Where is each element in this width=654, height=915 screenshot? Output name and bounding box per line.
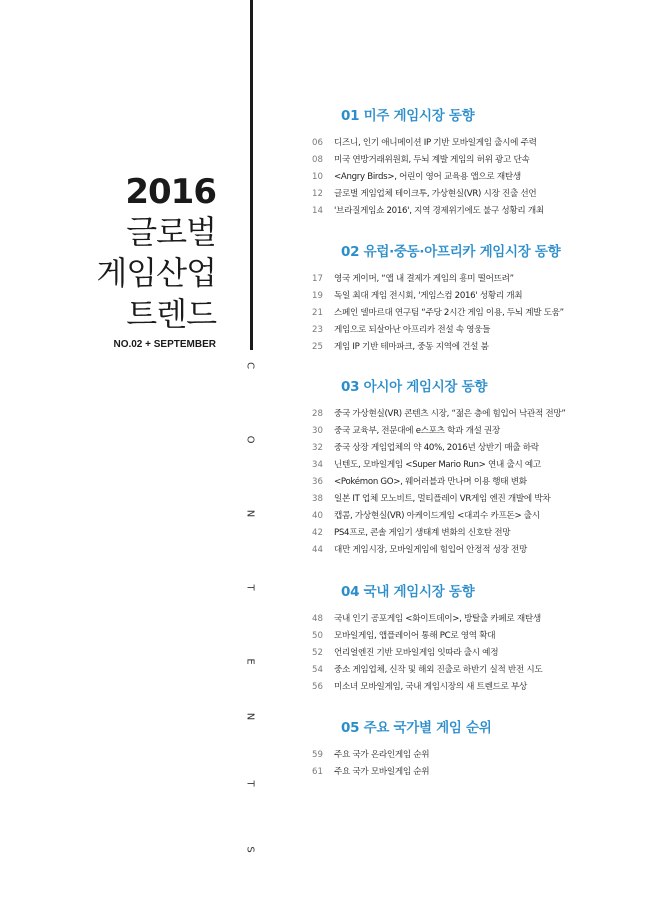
entry-title: 닌텐도, 모바일게임 <Super Mario Run> 연내 출시 예고 (334, 460, 541, 470)
toc-entry[interactable] (312, 423, 500, 440)
toc-entry[interactable] (312, 186, 536, 203)
page-number: 32 (312, 443, 323, 453)
page-number: 36 (312, 477, 323, 487)
entry-title: 게임 IP 기반 테마파크, 중동 지역에 건설 붐 (334, 342, 489, 352)
entry-title: 모바일게임, 앱플레이어 통해 PC로 영역 확대 (334, 631, 496, 641)
section-heading[interactable]: 05 주요 국가별 게임 순위 (341, 720, 492, 736)
entry-title: 중국 교육부, 전문대에 e스포츠 학과 개설 권장 (334, 426, 501, 436)
contents-letter: T (244, 780, 256, 787)
toc-entry[interactable] (312, 322, 490, 339)
page-number: 25 (312, 342, 323, 352)
entry-title: 주요 국가 온라인게임 순위 (334, 750, 430, 760)
page-number: 08 (312, 155, 323, 165)
page-number: 61 (312, 767, 323, 777)
contents-letter: E (244, 658, 256, 665)
cover-title (96, 172, 216, 335)
entry-title: 중국 상장 게임업체의 약 40%, 2016년 상반기 매출 하락 (334, 443, 539, 453)
toc-entry[interactable] (312, 645, 498, 662)
toc-entry[interactable] (312, 764, 429, 781)
page-number: 54 (312, 665, 323, 675)
toc-entry[interactable] (312, 406, 566, 423)
page-number: 56 (312, 682, 323, 692)
contents-letter: C (244, 362, 256, 369)
toc-entry[interactable] (312, 747, 429, 764)
toc-entry[interactable] (312, 508, 540, 525)
toc-entry[interactable] (312, 491, 550, 508)
page-number: 30 (312, 426, 323, 436)
toc-entry[interactable] (312, 152, 530, 169)
page-number: 34 (312, 460, 323, 470)
entry-title: 언리얼엔진 기반 모바일게임 잇따라 출시 예정 (334, 648, 499, 658)
toc-entry[interactable] (312, 169, 521, 186)
entry-title: 스페인 델마르대 연구팀 “주당 2시간 게임 이용, 두뇌 계발 도움” (334, 308, 564, 318)
entry-title: 독일 최대 게임 전시회, '게임스컴 2016' 성황리 개최 (334, 291, 523, 301)
toc-entry[interactable] (312, 135, 537, 152)
divider-line (250, 0, 253, 350)
section-heading[interactable]: 04 국내 게임시장 동향 (341, 584, 475, 600)
cover-title-line-1: 글로벌 (126, 213, 216, 251)
page-number: 12 (312, 189, 323, 199)
section-heading[interactable]: 03 아시아 게임시장 동향 (341, 379, 488, 395)
cover-year: 2016 (125, 172, 216, 212)
issue-label: NO.02 + SEPTEMBER (113, 339, 216, 350)
toc-entry[interactable] (312, 679, 527, 696)
entry-title: 미국 연방거래위원회, 두뇌 계발 게임의 허위 광고 단속 (334, 155, 530, 165)
toc-entry[interactable] (312, 271, 514, 288)
entry-title: 중국 가상현실(VR) 콘텐츠 시장, “젊은 층에 힘입어 낙관적 전망” (334, 409, 566, 419)
contents-letter: O (244, 435, 256, 444)
entry-title: 중소 게임업체, 신작 및 해외 진출로 하반기 실적 반전 시도 (334, 665, 543, 675)
entry-title: 주요 국가 모바일게임 순위 (334, 767, 430, 777)
contents-letter: T (244, 584, 256, 591)
toc-entry[interactable] (312, 203, 544, 220)
entry-title: 캡콤, 가상현실(VR) 아케이드게임 <대괴수 카프돈> 출시 (334, 511, 540, 521)
page-number: 06 (312, 138, 323, 148)
entry-title: 대만 게임시장, 모바일게임에 힘입어 안정적 성장 전망 (334, 545, 528, 555)
entry-title: <Pokémon GO>, 웨어러블과 만나며 이용 행태 변화 (334, 477, 527, 487)
page-number: 50 (312, 631, 323, 641)
entry-title: 영국 게이머, “앱 내 결제가 게임의 흥미 떨어뜨려” (334, 274, 514, 284)
page-number: 19 (312, 291, 323, 301)
page-number: 21 (312, 308, 323, 318)
toc-entry[interactable] (312, 288, 522, 305)
cover-title-line-3: 트렌드 (126, 295, 216, 333)
page-number: 42 (312, 528, 323, 538)
page-number: 10 (312, 172, 323, 182)
toc-entry[interactable] (312, 525, 510, 542)
toc-entry[interactable] (312, 662, 542, 679)
page-number: 28 (312, 409, 323, 419)
toc-entry[interactable] (312, 339, 489, 356)
toc-entry[interactable] (312, 457, 541, 474)
contents-vertical-label (238, 350, 262, 880)
page-number: 14 (312, 206, 323, 216)
page-number: 40 (312, 511, 323, 521)
toc-entry[interactable] (312, 542, 527, 559)
page-number: 38 (312, 494, 323, 504)
page-number: 17 (312, 274, 323, 284)
section-heading[interactable]: 01 미주 게임시장 동향 (341, 108, 475, 124)
entry-title: <Angry Birds>, 어린이 영어 교육용 앱으로 재탄생 (334, 172, 521, 182)
toc-entry[interactable] (312, 474, 527, 491)
toc-entry[interactable] (312, 611, 541, 628)
page-number: 59 (312, 750, 323, 760)
entry-title: '브라질게임쇼 2016', 지역 경제위기에도 불구 성황리 개최 (334, 206, 544, 216)
toc-entry[interactable] (312, 305, 564, 322)
toc-entry[interactable] (312, 628, 495, 645)
contents-letter: N (244, 712, 256, 721)
toc-entry[interactable] (312, 440, 539, 457)
page-number: 48 (312, 614, 323, 624)
page-number: 52 (312, 648, 323, 658)
entry-title: 글로벌 게임업체 테이크투, 가상현실(VR) 시장 진출 선언 (334, 189, 537, 199)
entry-title: PS4프로, 콘솔 게임기 생태계 변화의 신호탄 전망 (334, 528, 511, 538)
entry-title: 국내 인기 공포게임 <화이트데이>, 방탈출 카페로 재탄생 (334, 614, 541, 624)
entry-title: 디즈니, 인기 애니메이션 IP 기반 모바일게임 출시에 주력 (334, 138, 537, 148)
entry-title: 게임으로 되살아난 아프리카 전설 속 영웅들 (334, 325, 491, 335)
cover-title-line-2: 게임산업 (96, 254, 216, 292)
page-number: 44 (312, 545, 323, 555)
contents-letter: S (244, 846, 256, 853)
entry-title: 일본 IT 업체 모노비트, 멀티플레이 VR게임 엔진 개발에 박차 (334, 494, 551, 504)
contents-letter: N (244, 509, 256, 518)
section-heading[interactable]: 02 유럽·중동·아프리카 게임시장 동향 (341, 244, 561, 260)
page-number: 23 (312, 325, 323, 335)
entry-title: 미소녀 모바일게임, 국내 게임시장의 새 트렌드로 부상 (334, 682, 528, 692)
